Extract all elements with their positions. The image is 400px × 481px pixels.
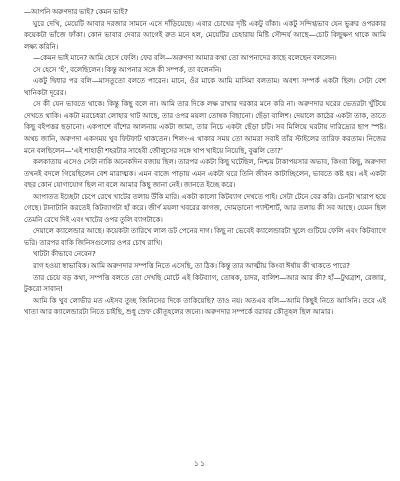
paragraph: রাগ হওয়া স্বাভাবিক। আমি অরুণদার সম্পত্তি নিতে এসেছি, তা ঠিক। কিন্তু তার আত্মীয় কিংবা ঈর্ষায় কী থাকতে পারে? (33, 261, 350, 271)
paragraph: কলকাতায় এসেও সেটা নাকি অনেকদিন বজায় ছিল। তারপর একটা কিছু ঘটেছিল, নিশ্চয় টাকাপয়সার অভাব, কিংবা কিছু, অরুণদা তখনই বদলে গিয়েছিলেন বেশ মারাত্মক। এমন বাজে পাড়ায় এমন একটা ঘরে তিনি জীবন কাটাচ্ছিলেন, ভাবতে কষ্ট হয়। এই একটা বছর কোন যোগাযোগ ছিল না বলে আমার কিছু জানা নেই। জানতে ইচ্ছে করে। (24, 157, 386, 190)
page-number: ১১ (193, 459, 207, 468)
paragraph: একটু দ্বিধার পর বলি—মাসতুতো বলতে পারেন। মানে, ওঁর মাকে আমি মাসিমা বলতাম। অবশ্য সম্পর্ক একটা ছিল। সেটা বেশ খানিকটা দূরের। (24, 76, 386, 97)
body-text (24, 6, 386, 318)
paragraph: তার চেয়ে বড় কথা, সম্পত্তি বলতে তো দেখছি মোটে এই কিটব্যাগ, তোষক, চাদর, বালিশ—আর আর কী? হাঁ—টুথব্রাশ, রেজার, টুকরো সাবান! (24, 272, 386, 294)
paragraph: —আপনি অরুণদার ভাই? কেমন ভাই? (24, 7, 128, 16)
paragraph: দেয়ালে ক্যালেন্ডার আছে। কয়েকটা তারিখে লাল ডট পেনের দাগ। কিছু না ভেবেই ক্যালেন্ডারটা খুলে গুটিয়ে ফেলি এবং কিটব্যাগে ভরি। তারপর বাকি জিনিসগুলোর ওপর চোখ রাখি। (24, 226, 386, 247)
paragraph: —কেমন ভাই মানে? আমি হেসে ফেলি। ফের বলি—অরুণদা আমার কথা তো আপনাদের কাছে বলেছেন বললেন। (33, 53, 337, 63)
paragraph: আপাতত ইচ্ছেটা চেপে রেখে খাটের তলায় উঁকি মারি। একটা কালো কিটব্যাগ দেখতে পাই। সেটা টেনে বের করি। চেনটা খারাপ হয়ে গেছে। টানাটানি করতেই কিটব্যাগটা হাঁ করে। জীর্ণ ময়লা খবরের কাগজ, দোমড়ানো প্যান্টশার্ট, আর তলায় কী সব আছে। যেমন ছিল তেমনি রেখে দিই এবং খাটের ওপর তুলি ব্যাগটাকে। (24, 191, 386, 224)
paragraph: আমি কি খুব লোভীর মত এইসব তুচ্ছ জিনিসের দিকে তাকিয়েছি? তাও নয়। অতএব বলি—আমি কিছুই নিতে আসিনি। তবে এই খাতা আর ক্যালেন্ডারটা নিতে চাইছি, শুধু স্রেফ কৌতূহলের জন্যে। অরুণদার সম্পর্কে বরাবর কৌতূহল ছিল আমার। (24, 295, 386, 317)
paragraph: ঘুরে দেখি, মেয়েটি আবার দরজার সামনে এসে দাঁড়িয়েছে। এবার চোখের দৃষ্টি একটু বাঁকা। একটু সন্দিগ্ধভাব যেন ভুরুর ওপরকার কয়েকটা ভাঁজে ফাঁকা। কোন ভাবার দেবার আগেই রুত মনে হল, মেয়েটির চেহারায় মিষ্টি সৌন্দর্য আছে—চোট কিছুক্ষণ থাকে আমি লক্ষ্য করিনি। (24, 18, 386, 51)
paragraph: খাটটা কীভাবে নেবেন? (33, 249, 96, 259)
paragraph: সে হেসে ‘হঁ’, বলেছিলেন। কিন্তু আপনার সঙ্গে কী সম্পর্ক, তা বলেননি। (33, 64, 222, 74)
paragraph: সে কী যেন ভাবতে থাকে। কিন্তু কিছু বলে না। আমি তার দিকে লক্ষ রাখার দরকার মনে করি না। অরুণদার ঘরের ভেতরটা খুঁটিয়ে দেখতে থাকি। একটা মরচেধরা লোহার খাট আছে, তার ওপর ময়লা তোষক বিছানো। ছেঁড়া বালিশ। দেয়ালে কাঠের একটা তাক, তাতে কিছু বইপত্তর ছড়ানো। একপাশে বাঁশের আলনায় একটা জামা, তার নিচে একটা ছেঁড়া চটি। সব মিলিয়ে ঘরটায় দারিদ্র্যের ছাপ স্পষ্ট। অথচ জানি, অরুণদা একসময় খুব ফিটফাট থাকতেন। শিলং-এ থাকার সময় তো আমরা সবাই তাঁর স্টাইলের তারিফ করতাম। নিজের মনে বলছিলেন—‘এই শাহাড়ী শহরটার সাহেবী জৌলুসের সঙ্গে খাপ খাইয়ে নিয়েছি, বুঝলি তো?’ (24, 99, 386, 155)
